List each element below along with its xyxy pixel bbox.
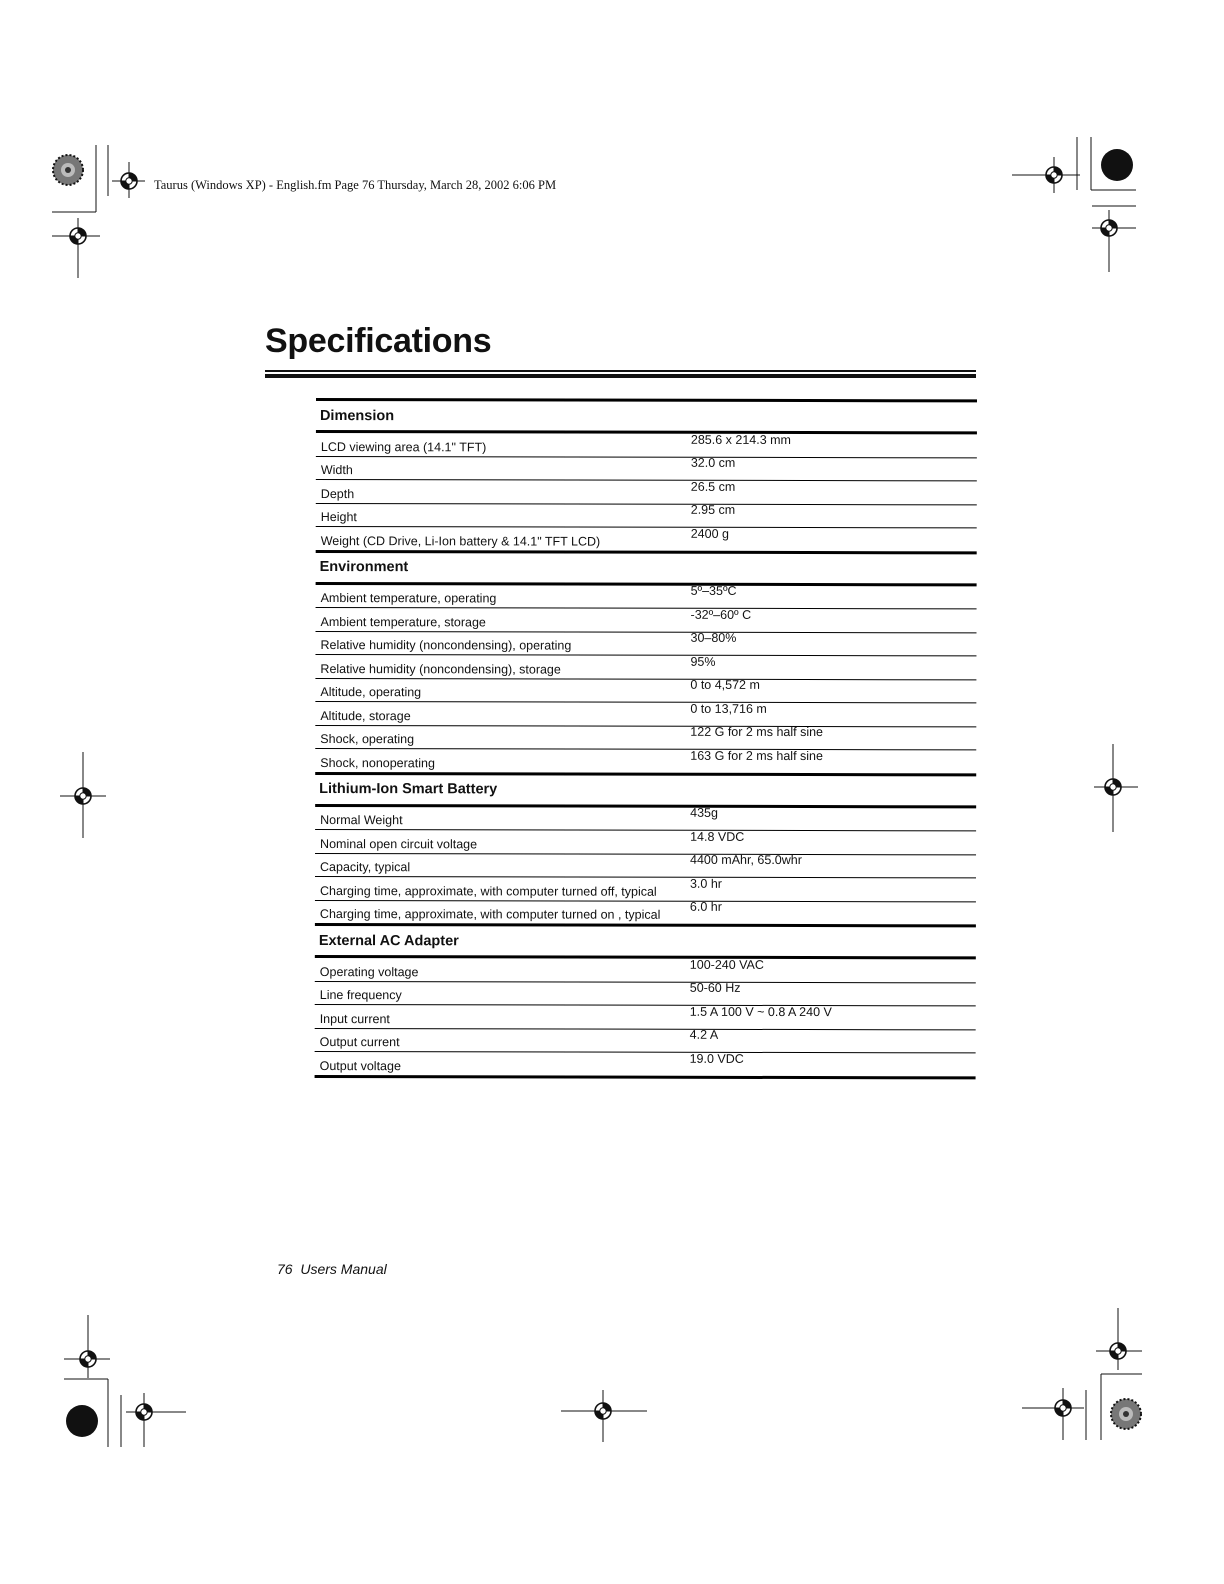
spec-label: Ambient temperature, storage bbox=[320, 614, 486, 629]
spec-value: 50-60 Hz bbox=[689, 980, 741, 995]
spec-value: 122 G for 2 ms half sine bbox=[690, 724, 824, 740]
spec-label: Height bbox=[320, 510, 357, 525]
table-row bbox=[316, 480, 977, 505]
spec-value: 163 G for 2 ms half sine bbox=[690, 748, 823, 763]
spec-label: Line frequency bbox=[319, 988, 402, 1003]
page-footer bbox=[277, 1261, 387, 1277]
table-row bbox=[316, 527, 977, 551]
spec-value: 2400 g bbox=[690, 526, 729, 541]
section-heading-environment: Environment bbox=[316, 549, 977, 582]
section-heading-ac-adapter bbox=[315, 923, 976, 956]
spec-value: -32º–60º C bbox=[690, 607, 752, 622]
spec-label: Altitude, storage bbox=[320, 708, 411, 723]
manual-name: Users Manual bbox=[300, 1261, 387, 1277]
table-row bbox=[315, 981, 976, 1006]
spec-value: 0 to 4,572 m bbox=[690, 677, 760, 692]
table-row bbox=[315, 806, 976, 831]
spec-label: Normal Weight bbox=[320, 813, 403, 828]
section-rows-battery bbox=[315, 803, 976, 924]
spec-value: 2.95 cm bbox=[690, 502, 736, 517]
section-rows-ac-adapter bbox=[315, 955, 976, 1076]
spec-label: Charging time, approximate, with computer turned off, typical bbox=[319, 883, 657, 899]
spec-label: Relative humidity (noncondensing), storage bbox=[320, 661, 561, 677]
spec-label: Capacity, typical bbox=[320, 860, 411, 875]
spec-value: 100-240 VAC bbox=[689, 957, 764, 972]
spec-value: 1.5 A 100 V ~ 0.8 A 240 V bbox=[689, 1004, 832, 1019]
spec-label: Altitude, operating bbox=[320, 685, 422, 700]
table-row bbox=[315, 853, 976, 878]
spec-label: Depth bbox=[320, 486, 355, 501]
table-row bbox=[315, 678, 976, 703]
spec-label: Nominal open circuit voltage bbox=[320, 836, 478, 851]
table-row bbox=[315, 958, 976, 983]
page-number: 76 bbox=[277, 1261, 293, 1277]
table-row bbox=[315, 1028, 976, 1053]
table-row bbox=[315, 830, 976, 855]
table-row bbox=[315, 1005, 976, 1030]
table-row bbox=[316, 608, 977, 633]
spec-label: Relative humidity (noncondensing), operating bbox=[320, 638, 572, 653]
page-title: Specifications bbox=[265, 322, 492, 360]
spec-value: 3.0 hr bbox=[689, 876, 722, 891]
table-row bbox=[315, 900, 976, 924]
spec-label: Width bbox=[320, 463, 353, 478]
spec-value: 26.5 cm bbox=[690, 479, 736, 494]
table-row bbox=[316, 433, 977, 458]
section-heading-battery: Lithium-Ion Smart Battery bbox=[315, 771, 976, 804]
table-row bbox=[315, 725, 976, 750]
table-row bbox=[315, 1052, 976, 1076]
spec-value: 95% bbox=[690, 654, 716, 669]
section-heading-dimension: Dimension bbox=[316, 398, 977, 431]
table-row bbox=[315, 702, 976, 727]
spec-value: 4400 mAhr, 65.0whr bbox=[690, 852, 802, 868]
spec-value: 14.8 VDC bbox=[690, 829, 745, 844]
section-heading-ac-adapter-label: External AC Adapter bbox=[318, 932, 459, 949]
spec-value: 32.0 cm bbox=[690, 455, 736, 470]
print-header-file-info: Taurus (Windows XP) - English.fm Page 76 Thursday, March 28, 2002 6:06 PM bbox=[154, 178, 557, 192]
spec-label: Input current bbox=[319, 1011, 390, 1026]
table-row bbox=[315, 749, 976, 773]
specifications-table bbox=[315, 398, 977, 1079]
table-row bbox=[316, 503, 977, 528]
spec-label: Operating voltage bbox=[319, 964, 419, 979]
section-rows-environment bbox=[315, 581, 976, 772]
table-row bbox=[315, 631, 976, 656]
spec-value: 435g bbox=[690, 805, 718, 820]
table-row bbox=[316, 584, 977, 609]
spec-label: LCD viewing area (14.1" TFT) bbox=[320, 439, 487, 454]
title-rule bbox=[265, 370, 976, 378]
spec-value: 19.0 VDC bbox=[689, 1051, 744, 1066]
table-row bbox=[315, 655, 976, 680]
spec-value: 0 to 13,716 m bbox=[690, 701, 767, 716]
spec-value: 285.6 x 214.3 mm bbox=[690, 432, 791, 447]
spec-label: Output voltage bbox=[319, 1058, 401, 1073]
spec-value: 4.2 A bbox=[689, 1027, 719, 1042]
table-row bbox=[316, 456, 977, 481]
spec-label: Weight (CD Drive, Li-Ion battery & 14.1" TFT LCD) bbox=[320, 533, 601, 549]
section-rows-dimension bbox=[316, 430, 977, 551]
spec-value: 5º–35ºC bbox=[690, 583, 737, 598]
spec-label: Shock, nonoperating bbox=[320, 755, 435, 770]
spec-label: Ambient temperature, operating bbox=[320, 591, 497, 606]
spec-label: Output current bbox=[319, 1035, 400, 1050]
spec-value: 6.0 hr bbox=[689, 899, 722, 914]
spec-label: Shock, operating bbox=[320, 732, 415, 747]
spec-label: Charging time, approximate, with computer turned on , typical bbox=[319, 907, 661, 922]
table-row bbox=[315, 877, 976, 902]
spec-value: 30–80% bbox=[690, 630, 737, 645]
